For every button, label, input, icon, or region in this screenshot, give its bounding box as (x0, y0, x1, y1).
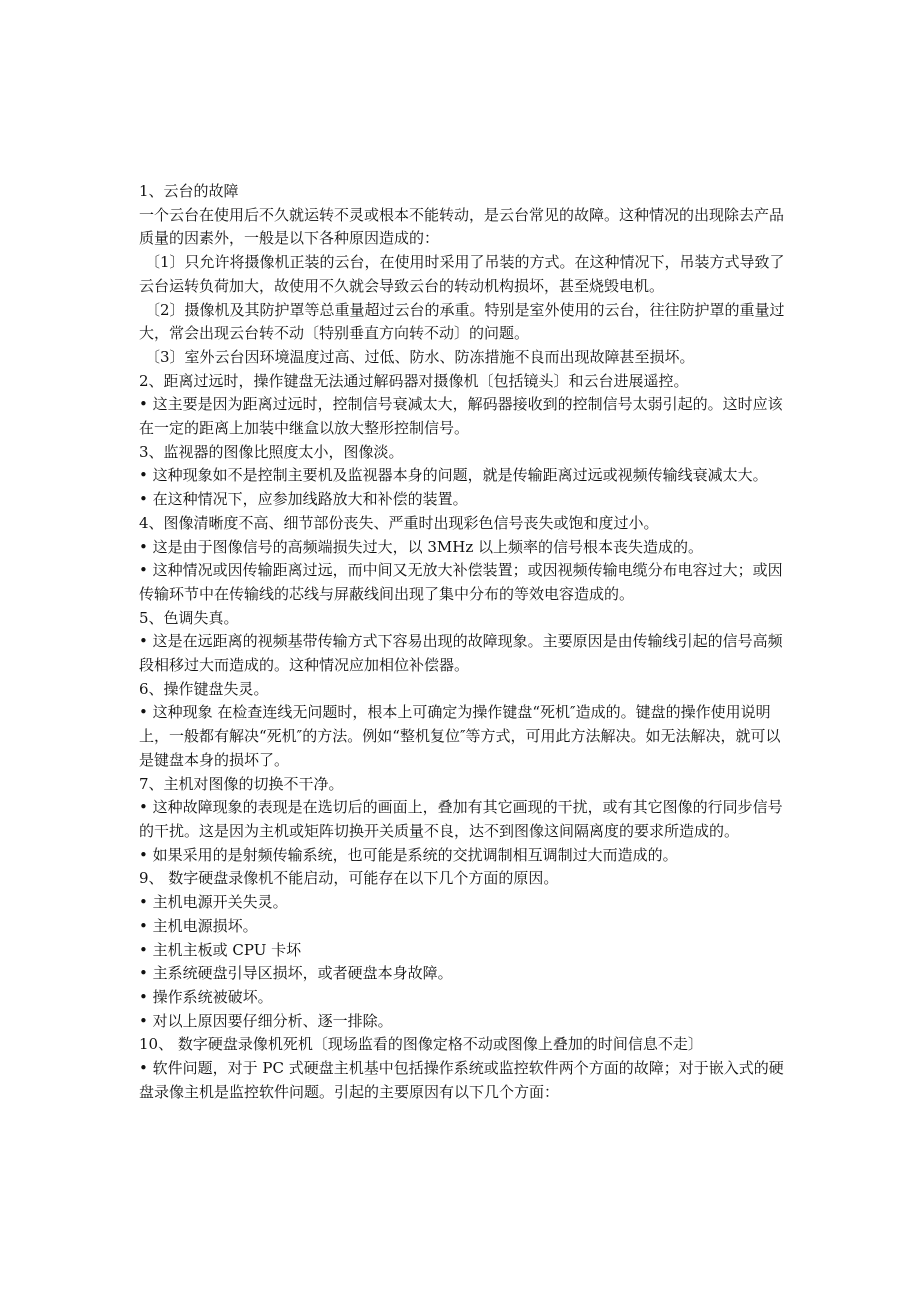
document-body (139, 180, 789, 1104)
bullet-item: • 主机电源损坏。 (139, 916, 258, 935)
section-heading-6: 6、操作键盘失灵。 (139, 679, 269, 698)
bullet-item: • 主机电源开关失灵。 (139, 893, 288, 912)
section-heading-2: 2、距离过远时，操作键盘无法通过解码器对摄像机〔包括镜头〕和云台进展遥控。 (139, 371, 689, 390)
numbered-item: 〔3〕室外云台因环境温度过高、过低、防水、防冻措施不良而出现故障甚至损坏。 (145, 347, 695, 366)
section-heading-9: 9、 数字硬盘录像机不能启动，可能存在以下几个方面的原因。 (139, 869, 559, 888)
numbered-item: 〔1〕只允许将摄像机正装的云台，在使用时采用了吊装的方式。在这种情况下，吊装方式导致了云台运转负荷加大，故使用不久就会导致云台的转动机构损坏，甚至烧毁电机。 (139, 253, 785, 295)
bullet-item: • 在这种情况下，应参加线路放大和补偿的装置。 (139, 490, 468, 509)
bullet-item: • 这种现象如不是控制主要机及监视器本身的问题，就是传输距离过远或视频传输线衰减太大。 (139, 466, 768, 485)
bullet-item: • 对以上原因要仔细分析、逐一排除。 (139, 1011, 393, 1030)
section-heading-10: 10、 数字硬盘录像机死机〔现场监看的图像定格不动或图像上叠加的时间信息不走〕 (139, 1035, 703, 1054)
bullet-item: • 这种情况或因传输距离过远，而中间又无放大补偿装置；或因视频传输电缆分布电容过大；或因传输环节中在传输线的芯线与屏蔽线间出现了集中分布的等效电容造成的。 (139, 561, 783, 603)
bullet-item: • 这种故障现象的表现是在选切后的画面上，叠加有其它画现的干扰，或有其它图像的行同步信号的干扰。这是因为主机或矩阵切换开关质量不良，达不到图像这间隔离度的要求所造成的。 (139, 798, 783, 840)
section-heading-1: 1、云台的故障 (139, 182, 239, 200)
bullet-item: • 主系统硬盘引导区损坏，或者硬盘本身故障。 (139, 964, 453, 983)
section-heading-4: 4、图像清晰度不高、细节部份丧失、严重时出现彩色信号丧失或饱和度过小。 (139, 513, 659, 532)
bullet-item: • 这种现象 在检查连线无问题时，根本上可确定为操作键盘“死机″造成的。键盘的操作使用说明上，一般都有解决“死机″的方法。例如“整机复位″等方式，可用此方法解决。如无法解决，就可以是键盘本身的损坏了。 (139, 703, 781, 769)
bullet-item: • 这主要是因为距离过远时，控制信号衰减太大，解码器接收到的控制信号太弱引起的。这时应该在一定的距离上加装中继盒以放大整形控制信号。 (139, 395, 783, 438)
bullet-item: • 操作系统被破坏。 (139, 987, 273, 1006)
bullet-item: • 如果采用的是射频传输系统，也可能是系统的交扰调制相互调制过大而造成的。 (139, 845, 678, 864)
section-heading-7: 7、主机对图像的切换不干净。 (139, 774, 344, 793)
paragraph: 一个云台在使用后不久就运转不灵或根本不能转动，是云台常见的故障。这种情况的出现除去产品质量的因素外，一般是以下各种原因造成的： (139, 205, 785, 248)
section-heading-3: 3、监视器的图像比照度太小，图像淡。 (139, 442, 404, 461)
bullet-item: • 这是由于图像信号的高频端损失过大，以 3MHz 以上频率的信号根本丧失造成的。 (139, 537, 704, 556)
bullet-item: • 软件问题，对于 PC 式硬盘主机基中包括操作系统或监控软件两个方面的故障；对于嵌入式的硬盘录像主机是监控软件问题。引起的主要原因有以下几个方面： (139, 1059, 784, 1101)
section-heading-5: 5、色调失真。 (139, 608, 239, 627)
bullet-item: • 主机主板或 CPU 卡坏 (139, 940, 302, 959)
bullet-item: • 这是在远距离的视频基带传输方式下容易出现的故障现象。主要原因是由传输线引起的信号高频段相移过大而造成的。这种情况应加相位补偿器。 (139, 632, 783, 675)
numbered-item: 〔2〕摄像机及其防护罩等总重量超过云台的承重。特别是室外使用的云台，往往防护罩的重量过大，常会出现云台转不动〔特别垂直方向转不动〕的问题。 (139, 300, 785, 343)
